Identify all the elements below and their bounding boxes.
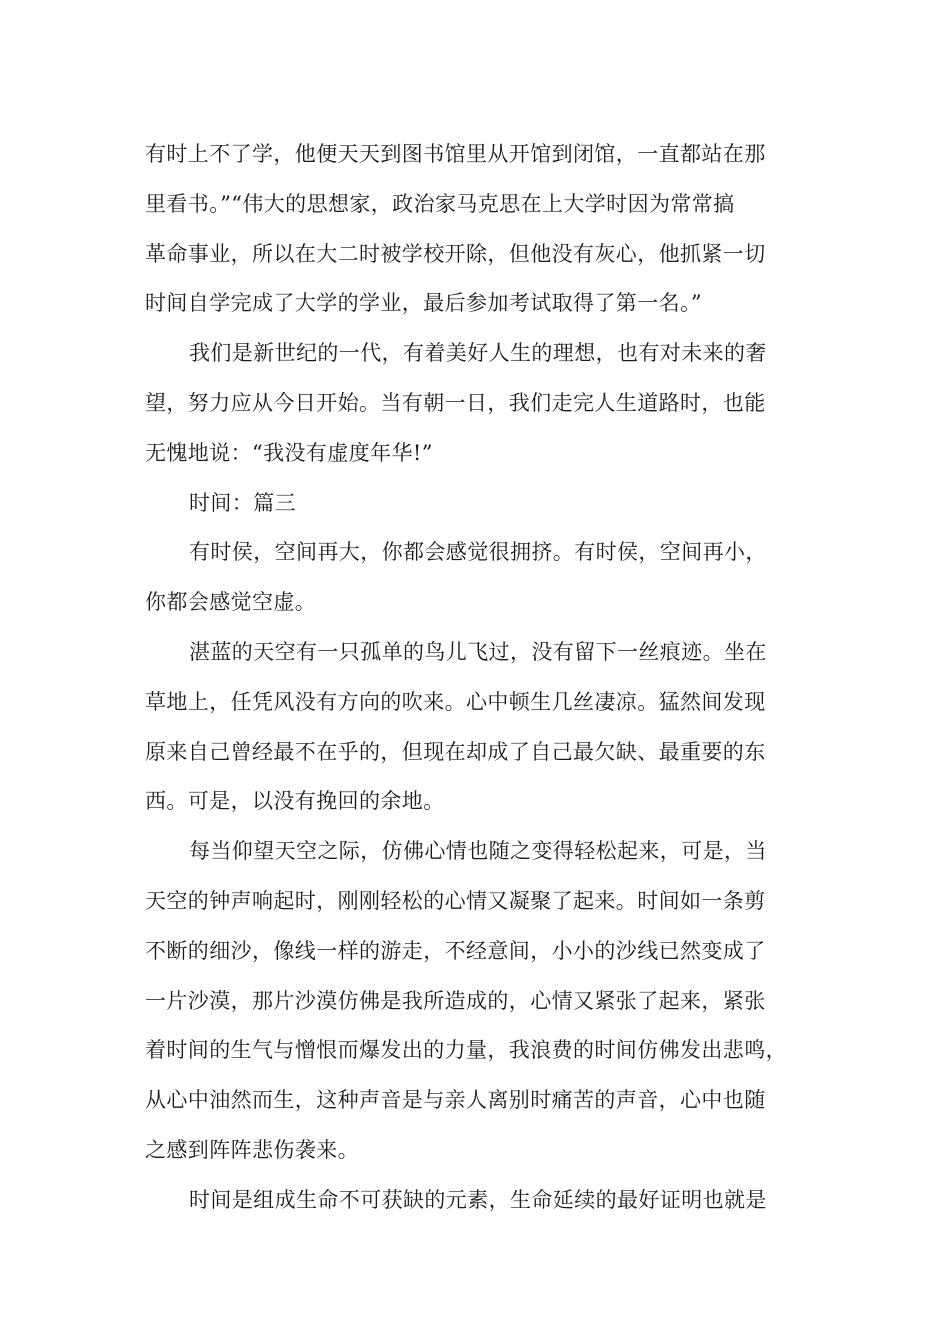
text-line: 革命事业，所以在大二时被学校开除，但他没有灰心，他抓紧一切	[145, 241, 766, 266]
text-line: 你都会感觉空虚。	[145, 590, 317, 615]
paragraph-4	[145, 628, 815, 827]
text-line: 天空的钟声响起时，刚刚轻松的心情又凝聚了起来。时间如一条剪	[145, 888, 766, 913]
text-line: 从心中油然而生，这种声音是与亲人离别时痛苦的声音，心中也随	[145, 1088, 766, 1113]
text-line: 每当仰望天空之际，仿佛心情也随之变得轻松起来，可是，当	[189, 839, 767, 864]
text-line: 里看书。”“伟大的思想家，政治家马克思在上大学时因为常常搞	[145, 191, 735, 216]
section-title: 时间：篇三	[189, 490, 296, 515]
text-line: 时间自学完成了大学的学业，最后参加考试取得了第一名。”	[145, 291, 703, 316]
text-line: 有时上不了学，他便天天到图书馆里从开馆到闭馆，一直都站在那	[145, 142, 766, 166]
text-line: 无愧地说：“我没有虚度年华!”	[145, 440, 433, 465]
text-line: 时间是组成生命不可获缺的元素，生命延续的最好证明也就是	[189, 1187, 767, 1212]
text-line: 我们是新世纪的一代，有着美好人生的理想，也有对未来的奢	[189, 341, 767, 366]
section-heading	[145, 479, 815, 529]
paragraph-2	[145, 329, 815, 478]
text-line: 之感到阵阵悲伤袭来。	[145, 1137, 359, 1162]
paragraph-1	[145, 130, 815, 329]
paragraph-5	[145, 827, 815, 1176]
text-line: 原来自己曾经最不在乎的，但现在却成了自己最欠缺、最重要的东	[145, 739, 766, 764]
text-line: 有时侯，空间再大，你都会感觉很拥挤。有时侯，空间再小，	[189, 540, 767, 565]
document-page	[145, 130, 815, 1226]
text-line: 草地上，任凭风没有方向的吹来。心中顿生几丝凄凉。猛然间发现	[145, 689, 766, 714]
text-line: 湛蓝的天空有一只孤单的鸟儿飞过，没有留下一丝痕迹。坐在	[189, 639, 767, 664]
text-line: 着时间的生气与憎恨而爆发出的力量，我浪费的时间仿佛发出悲鸣，	[145, 1038, 787, 1063]
paragraph-3	[145, 528, 815, 628]
paragraph-6	[145, 1176, 815, 1226]
text-line: 西。可是，以没有挽回的余地。	[145, 789, 445, 814]
text-line: 望，努力应从今日开始。当有朝一日，我们走完人生道路时，也能	[145, 390, 766, 415]
text-line: 一片沙漠，那片沙漠仿佛是我所造成的，心情又紧张了起来，紧张	[145, 988, 766, 1013]
text-line: 不断的细沙，像线一样的游走，不经意间，小小的沙线已然变成了	[145, 938, 766, 963]
